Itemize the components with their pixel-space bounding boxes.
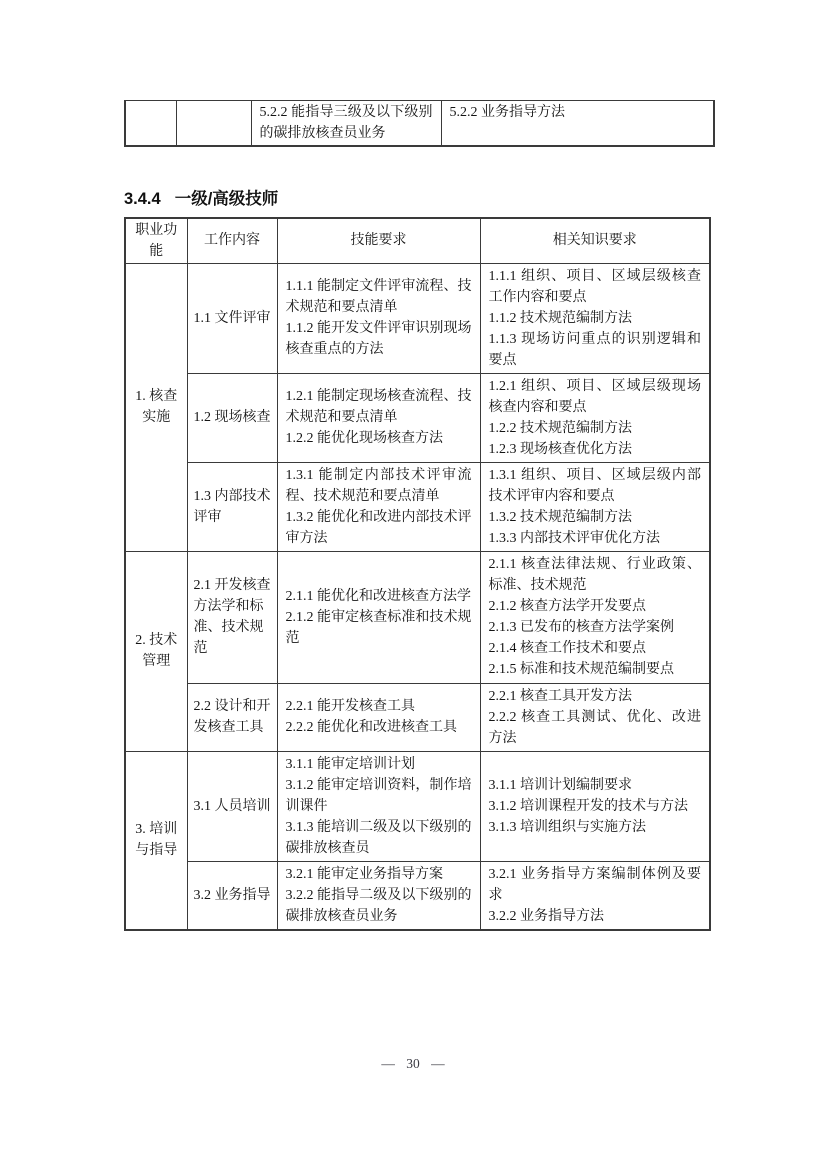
skill-cell bbox=[277, 373, 480, 462]
knowledge-item: 2.2.2 核查工具测试、优化、改进方法 bbox=[488, 709, 701, 746]
knowledge-item: 1.2.3 现场核查优化方法 bbox=[488, 441, 632, 457]
skill-item: 2.2.1 能开发核查工具 bbox=[285, 699, 415, 714]
skill-cell bbox=[277, 751, 480, 861]
header-cell-function: 职业功能 bbox=[125, 218, 187, 263]
document-page bbox=[124, 0, 715, 931]
skill-item: 3.1.1 能审定培训计划 bbox=[285, 756, 415, 772]
section-number: 3.4.4 bbox=[124, 190, 161, 208]
table-row bbox=[125, 462, 710, 551]
header-row bbox=[125, 218, 710, 263]
skill-item: 1.3.2 能优化和改进内部技术评审方法 bbox=[285, 509, 472, 546]
knowledge-item: 5.2.2 业务指导方法 bbox=[449, 105, 565, 120]
table-row bbox=[125, 551, 710, 683]
table-row bbox=[125, 101, 714, 147]
continuation-table bbox=[124, 100, 715, 147]
knowledge-item: 3.1.2 培训课程开发的技术与方法 bbox=[488, 798, 688, 814]
function-cell: 2. 技术管理 bbox=[125, 551, 187, 751]
skill-item: 1.2.2 能优化现场核查方法 bbox=[285, 431, 443, 446]
skill-cell bbox=[277, 861, 480, 930]
task-cell: 3.1 人员培训 bbox=[187, 751, 277, 861]
table-row bbox=[125, 751, 710, 861]
skill-item: 5.2.2 能指导三级及以下级别的碳排放核查员业务 bbox=[259, 105, 433, 141]
knowledge-cell bbox=[480, 861, 710, 930]
knowledge-item: 1.3.3 内部技术评审优化方法 bbox=[488, 530, 660, 546]
function-cell: 3. 培训与指导 bbox=[125, 751, 187, 930]
task-cell: 3.2 业务指导 bbox=[187, 861, 277, 930]
skill-cell bbox=[277, 263, 480, 373]
knowledge-cell bbox=[480, 462, 710, 551]
header-cell-task: 工作内容 bbox=[187, 218, 277, 263]
knowledge-cell bbox=[480, 751, 710, 861]
knowledge-item: 2.1.3 已发布的核查方法学案例 bbox=[488, 620, 674, 635]
knowledge-item: 1.1.3 现场访问重点的识别逻辑和要点 bbox=[488, 331, 701, 368]
knowledge-item: 2.1.2 核查方法学开发要点 bbox=[488, 599, 646, 614]
knowledge-item: 3.1.1 培训计划编制要求 bbox=[488, 777, 632, 793]
skill-cell bbox=[251, 101, 441, 147]
knowledge-cell bbox=[480, 551, 710, 683]
skill-requirements-table bbox=[124, 217, 711, 931]
task-cell: 1.2 现场核查 bbox=[187, 373, 277, 462]
section-heading bbox=[124, 185, 715, 207]
skill-item: 1.1.1 能制定文件评审流程、技术规范和要点清单 bbox=[285, 279, 472, 315]
knowledge-item: 2.1.1 核查法律法规、行业政策、标准、技术规范 bbox=[488, 557, 701, 593]
table-row bbox=[125, 861, 710, 930]
skill-item: 3.1.3 能培训二级及以下级别的碳排放核查员 bbox=[285, 819, 472, 856]
knowledge-cell bbox=[441, 101, 714, 147]
knowledge-item: 3.2.2 业务指导方法 bbox=[488, 908, 604, 924]
knowledge-item: 1.3.2 技术规范编制方法 bbox=[488, 509, 632, 525]
skill-item: 1.1.2 能开发文件评审识别现场核查重点的方法 bbox=[285, 321, 472, 357]
table-row bbox=[125, 373, 710, 462]
skill-item: 1.3.1 能制定内部技术评审流程、技术规范和要点清单 bbox=[285, 467, 472, 504]
skill-item: 2.1.2 能审定核查标准和技术规范 bbox=[285, 609, 472, 646]
empty-task-cell bbox=[176, 101, 251, 147]
table-row bbox=[125, 263, 710, 373]
function-cell: 1. 核查实施 bbox=[125, 263, 187, 551]
skill-cell bbox=[277, 683, 480, 751]
knowledge-item: 2.1.4 核查工作技术和要点 bbox=[488, 641, 646, 656]
skill-item: 2.1.1 能优化和改进核查方法学 bbox=[285, 588, 471, 604]
skill-item: 3.2.1 能审定业务指导方案 bbox=[285, 866, 443, 882]
table-row bbox=[125, 683, 710, 751]
knowledge-cell bbox=[480, 683, 710, 751]
knowledge-item: 1.1.2 技术规范编制方法 bbox=[488, 310, 632, 326]
empty-function-cell bbox=[125, 101, 176, 147]
knowledge-item: 2.2.1 核查工具开发方法 bbox=[488, 688, 632, 704]
knowledge-cell bbox=[480, 373, 710, 462]
knowledge-item: 3.1.3 培训组织与实施方法 bbox=[488, 819, 646, 835]
knowledge-item: 1.1.1 组织、项目、区域层级核查工作内容和要点 bbox=[488, 268, 701, 305]
page-number: — 30 — bbox=[381, 1056, 445, 1071]
skill-item: 1.2.1 能制定现场核查流程、技术规范和要点清单 bbox=[285, 389, 472, 425]
skill-item: 3.1.2 能审定培训资料，制作培训课件 bbox=[285, 777, 472, 814]
skill-cell bbox=[277, 462, 480, 551]
knowledge-item: 1.2.2 技术规范编制方法 bbox=[488, 420, 632, 436]
header-cell-skill: 技能要求 bbox=[277, 218, 480, 263]
task-cell: 2.2 设计和开发核查工具 bbox=[187, 683, 277, 751]
section-title: 一级/高级技师 bbox=[174, 190, 279, 208]
knowledge-item: 1.2.1 组织、项目、区域层级现场核查内容和要点 bbox=[488, 378, 701, 415]
task-cell: 1.3 内部技术评审 bbox=[187, 462, 277, 551]
skill-item: 3.2.2 能指导二级及以下级别的碳排放核查员业务 bbox=[285, 887, 472, 924]
skill-cell bbox=[277, 551, 480, 683]
skill-item: 2.2.2 能优化和改进核查工具 bbox=[285, 720, 457, 735]
knowledge-item: 1.3.1 组织、项目、区域层级内部技术评审内容和要点 bbox=[488, 467, 701, 504]
knowledge-item: 3.2.1 业务指导方案编制体例及要求 bbox=[488, 866, 701, 903]
task-cell: 1.1 文件评审 bbox=[187, 263, 277, 373]
header-cell-knowledge: 相关知识要求 bbox=[480, 218, 710, 263]
task-cell: 2.1 开发核查方法学和标准、技术规范 bbox=[187, 551, 277, 683]
knowledge-cell bbox=[480, 263, 710, 373]
knowledge-item: 2.1.5 标准和技术规范编制要点 bbox=[488, 662, 674, 677]
